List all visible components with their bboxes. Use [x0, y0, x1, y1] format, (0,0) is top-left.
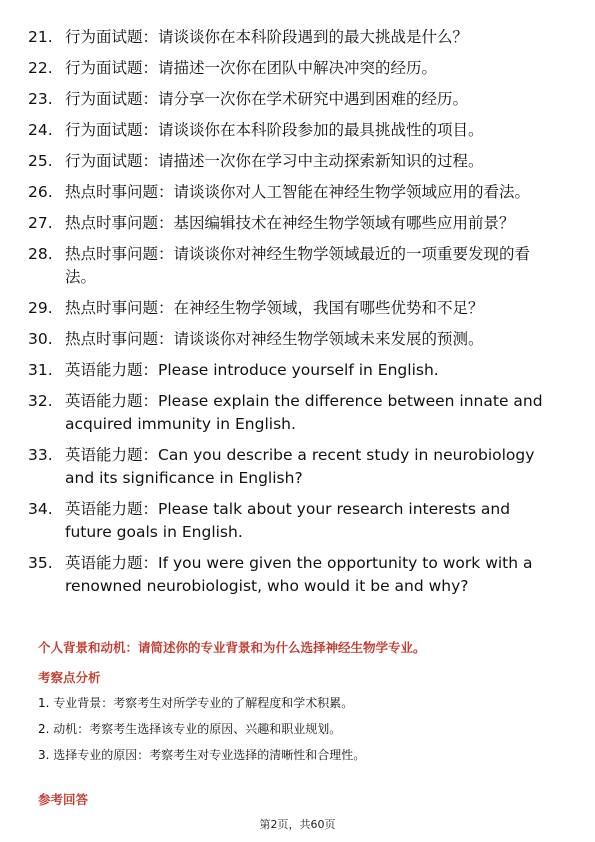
question-item [28, 57, 556, 80]
question-text: 行为面试题：请描述一次你在团队中解决冲突的经历。 [65, 59, 438, 77]
analysis-points [38, 694, 558, 772]
question-text: 英语能力题：Please introduce yourself in English. [65, 361, 439, 379]
question-text: 热点时事问题：请谈谈你对神经生物学领域最近的一项重要发现的看法。 [65, 245, 531, 286]
reference-answer-heading: 参考回答 [38, 792, 89, 807]
question-item [28, 150, 556, 173]
section-heading: 个人背景和动机：请简述你的专业背景和为什么选择神经生物学专业。 [38, 640, 426, 655]
question-item [28, 297, 556, 320]
question-number: 30. [28, 330, 53, 348]
question-number: 25. [28, 152, 53, 170]
question-item [28, 243, 556, 289]
question-item [28, 26, 556, 49]
question-number: 26. [28, 183, 53, 201]
question-text: 热点时事问题：在神经生物学领域，我国有哪些优势和不足？ [65, 299, 484, 317]
question-text: 行为面试题：请谈谈你在本科阶段参加的最具挑战性的项目。 [65, 121, 484, 139]
question-text: 英语能力题：Please explain the difference between innate and acquired immunity in English. [65, 392, 543, 433]
question-number: 31. [28, 361, 53, 379]
question-text: 行为面试题：请描述一次你在学习中主动探索新知识的过程。 [65, 152, 484, 170]
question-item [28, 552, 556, 598]
page-number: 第2页，共60页 [259, 818, 336, 831]
analysis-heading: 考察点分析 [38, 670, 101, 685]
question-text: 英语能力题：If you were given the opportunity to work with a renowned neurobiologist, who would it be and why? [65, 554, 533, 595]
question-text: 英语能力题：Can you describe a recent study in neurobiology and its significance in English? [65, 446, 535, 487]
question-text: 热点时事问题：请谈谈你对人工智能在神经生物学领域应用的看法。 [65, 183, 531, 201]
question-item [28, 212, 556, 235]
question-item [28, 498, 556, 544]
question-number: 29. [28, 299, 53, 317]
question-number: 23. [28, 90, 53, 108]
question-item [28, 390, 556, 436]
question-number: 35. [28, 554, 53, 572]
analysis-point: 1. 专业背景：考察考生对所学专业的了解程度和学术积累。 [38, 696, 354, 710]
analysis-point: 2. 动机：考察考生选择该专业的原因、兴趣和职业规划。 [38, 722, 342, 736]
question-number: 27. [28, 214, 53, 232]
question-list [28, 26, 556, 606]
question-text: 热点时事问题：基因编辑技术在神经生物学领域有哪些应用前景？ [65, 214, 515, 232]
question-number: 32. [28, 392, 53, 410]
question-item [28, 181, 556, 204]
question-item [28, 359, 556, 382]
question-text: 行为面试题：请分享一次你在学术研究中遇到困难的经历。 [65, 90, 469, 108]
analysis-point: 3. 选择专业的原因：考察考生对专业选择的清晰性和合理性。 [38, 748, 366, 762]
question-number: 22. [28, 59, 53, 77]
question-number: 33. [28, 446, 53, 464]
question-number: 21. [28, 28, 53, 46]
question-text: 英语能力题：Please talk about your research interests and future goals in English. [65, 500, 511, 541]
question-number: 34. [28, 500, 53, 518]
question-item [28, 119, 556, 142]
question-item [28, 444, 556, 490]
question-item [28, 328, 556, 351]
question-number: 24. [28, 121, 53, 139]
question-text: 行为面试题：请谈谈你在本科阶段遇到的最大挑战是什么？ [65, 28, 469, 46]
question-number: 28. [28, 245, 53, 263]
question-text: 热点时事问题：请谈谈你对神经生物学领域未来发展的预测。 [65, 330, 484, 348]
question-item [28, 88, 556, 111]
